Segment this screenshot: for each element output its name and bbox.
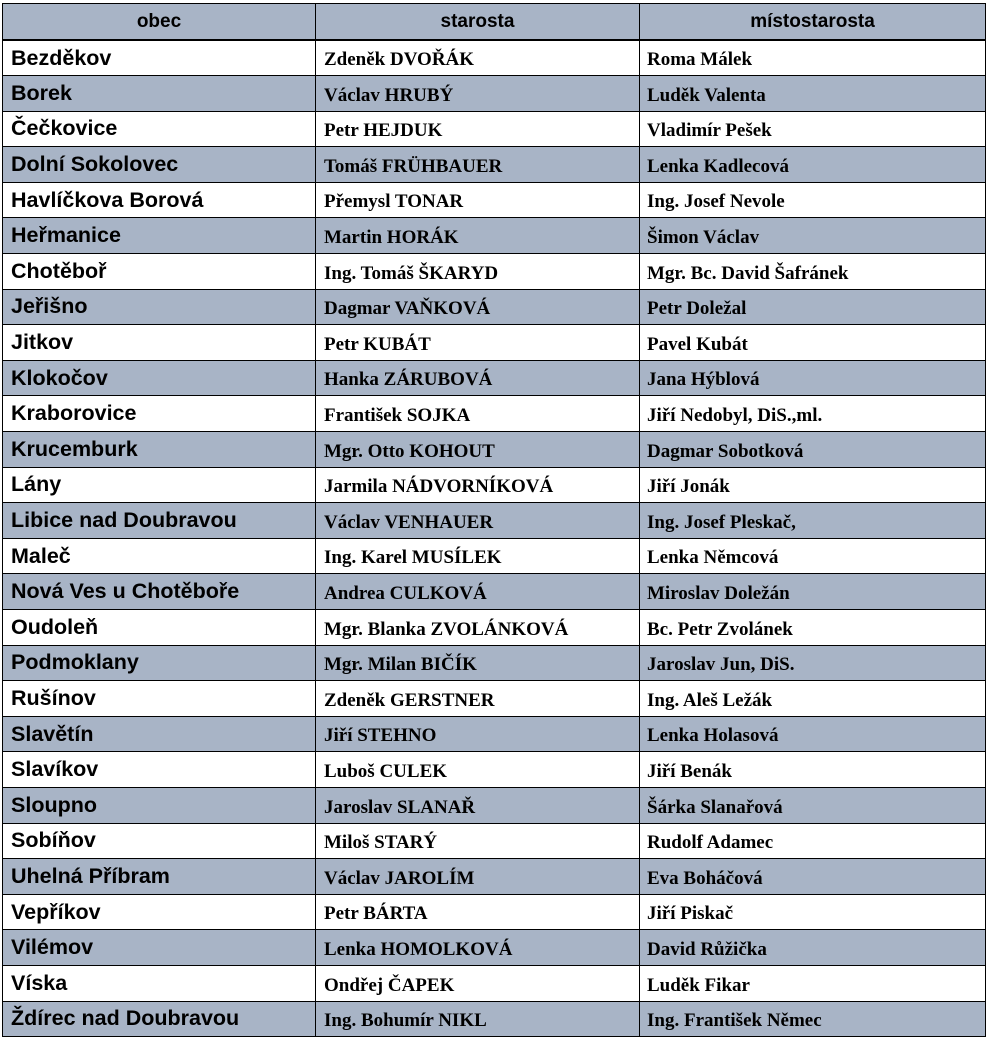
- cell-starosta: Mgr. Blanka ZVOLÁNKOVÁ: [316, 610, 640, 646]
- table-row: [3, 218, 986, 254]
- table-row: [3, 40, 986, 76]
- cell-obec: Lány: [3, 467, 316, 503]
- cell-starosta: Václav VENHAUER: [316, 503, 640, 539]
- cell-obec: Krucemburk: [3, 432, 316, 468]
- table-row: [3, 76, 986, 112]
- cell-starosta: Petr HEJDUK: [316, 111, 640, 147]
- cell-starosta: Ing. Karel MUSÍLEK: [316, 538, 640, 574]
- cell-obec: Kraborovice: [3, 396, 316, 432]
- cell-obec: Jitkov: [3, 325, 316, 361]
- cell-mistostarosta: Petr Doležal: [640, 289, 986, 325]
- cell-obec: Havlíčkova Borová: [3, 182, 316, 218]
- cell-obec: Klokočov: [3, 360, 316, 396]
- cell-mistostarosta: Jiří Jonák: [640, 467, 986, 503]
- table-row: [3, 930, 986, 966]
- cell-mistostarosta: Pavel Kubát: [640, 325, 986, 361]
- cell-starosta: Tomáš FRÜHBAUER: [316, 147, 640, 183]
- cell-starosta: Zdeněk DVOŘÁK: [316, 40, 640, 76]
- cell-obec: Nová Ves u Chotěboře: [3, 574, 316, 610]
- table-row: [3, 360, 986, 396]
- cell-obec: Ždírec nad Doubravou: [3, 1001, 316, 1037]
- cell-starosta: Jiří STEHNO: [316, 716, 640, 752]
- table-row: [3, 645, 986, 681]
- cell-mistostarosta: Ing. Aleš Ležák: [640, 681, 986, 717]
- cell-starosta: Petr BÁRTA: [316, 894, 640, 930]
- cell-starosta: Václav JAROLÍM: [316, 859, 640, 895]
- cell-starosta: Zdeněk GERSTNER: [316, 681, 640, 717]
- cell-starosta: Mgr. Milan BIČÍK: [316, 645, 640, 681]
- table-row: [3, 432, 986, 468]
- table-row: [3, 716, 986, 752]
- table-row: [3, 396, 986, 432]
- cell-obec: Podmoklany: [3, 645, 316, 681]
- column-header-obec: obec: [3, 4, 316, 41]
- cell-mistostarosta: Rudolf Adamec: [640, 823, 986, 859]
- cell-obec: Maleč: [3, 538, 316, 574]
- cell-starosta: Ondřej ČAPEK: [316, 965, 640, 1001]
- cell-mistostarosta: Jiří Nedobyl, DiS.,ml.: [640, 396, 986, 432]
- cell-starosta: Mgr. Otto KOHOUT: [316, 432, 640, 468]
- table-body: [3, 40, 986, 1037]
- table-row: [3, 182, 986, 218]
- officials-table: [2, 3, 986, 1037]
- cell-mistostarosta: Dagmar Sobotková: [640, 432, 986, 468]
- cell-mistostarosta: Ing. Josef Pleskač,: [640, 503, 986, 539]
- cell-starosta: Hanka ZÁRUBOVÁ: [316, 360, 640, 396]
- cell-starosta: František SOJKA: [316, 396, 640, 432]
- cell-obec: Borek: [3, 76, 316, 112]
- column-header-starosta: starosta: [316, 4, 640, 41]
- cell-starosta: Jarmila NÁDVORNÍKOVÁ: [316, 467, 640, 503]
- cell-mistostarosta: Lenka Kadlecová: [640, 147, 986, 183]
- cell-mistostarosta: Lenka Holasová: [640, 716, 986, 752]
- cell-starosta: Martin HORÁK: [316, 218, 640, 254]
- cell-mistostarosta: Luděk Valenta: [640, 76, 986, 112]
- cell-starosta: Václav HRUBÝ: [316, 76, 640, 112]
- cell-mistostarosta: Eva Boháčová: [640, 859, 986, 895]
- cell-mistostarosta: Jana Hýblová: [640, 360, 986, 396]
- cell-obec: Vepříkov: [3, 894, 316, 930]
- cell-mistostarosta: Roma Málek: [640, 40, 986, 76]
- cell-obec: Jeřišno: [3, 289, 316, 325]
- cell-obec: Slavíkov: [3, 752, 316, 788]
- cell-mistostarosta: Jiří Piskač: [640, 894, 986, 930]
- cell-obec: Dolní Sokolovec: [3, 147, 316, 183]
- cell-mistostarosta: Ing. Josef Nevole: [640, 182, 986, 218]
- cell-mistostarosta: Ing. František Němec: [640, 1001, 986, 1037]
- cell-starosta: Luboš CULEK: [316, 752, 640, 788]
- table-row: [3, 787, 986, 823]
- cell-obec: Oudoleň: [3, 610, 316, 646]
- cell-mistostarosta: Luděk Fikar: [640, 965, 986, 1001]
- table-row: [3, 859, 986, 895]
- cell-mistostarosta: Jiří Benák: [640, 752, 986, 788]
- cell-obec: Sloupno: [3, 787, 316, 823]
- cell-starosta: Andrea CULKOVÁ: [316, 574, 640, 610]
- cell-obec: Chotěboř: [3, 254, 316, 290]
- table-row: [3, 1001, 986, 1037]
- table-row: [3, 325, 986, 361]
- cell-starosta: Přemysl TONAR: [316, 182, 640, 218]
- table-row: [3, 503, 986, 539]
- table-row: [3, 574, 986, 610]
- cell-mistostarosta: Jaroslav Jun, DiS.: [640, 645, 986, 681]
- cell-mistostarosta: David Růžička: [640, 930, 986, 966]
- cell-starosta: Lenka HOMOLKOVÁ: [316, 930, 640, 966]
- cell-obec: Uhelná Příbram: [3, 859, 316, 895]
- cell-obec: Slavětín: [3, 716, 316, 752]
- table-header: [3, 4, 986, 41]
- cell-starosta: Dagmar VAŇKOVÁ: [316, 289, 640, 325]
- table-row: [3, 610, 986, 646]
- table-row: [3, 289, 986, 325]
- cell-mistostarosta: Šárka Slanařová: [640, 787, 986, 823]
- cell-mistostarosta: Lenka Němcová: [640, 538, 986, 574]
- cell-obec: Vilémov: [3, 930, 316, 966]
- cell-obec: Heřmanice: [3, 218, 316, 254]
- table-row: [3, 147, 986, 183]
- table-row: [3, 894, 986, 930]
- table-row: [3, 111, 986, 147]
- table-row: [3, 467, 986, 503]
- cell-obec: Sobíňov: [3, 823, 316, 859]
- table-row: [3, 965, 986, 1001]
- cell-obec: Libice nad Doubravou: [3, 503, 316, 539]
- table-row: [3, 823, 986, 859]
- table-row: [3, 752, 986, 788]
- cell-obec: Čečkovice: [3, 111, 316, 147]
- table-row: [3, 254, 986, 290]
- cell-mistostarosta: Šimon Václav: [640, 218, 986, 254]
- cell-obec: Rušínov: [3, 681, 316, 717]
- cell-starosta: Jaroslav SLANAŘ: [316, 787, 640, 823]
- cell-obec: Víska: [3, 965, 316, 1001]
- cell-starosta: Miloš STARÝ: [316, 823, 640, 859]
- cell-starosta: Ing. Tomáš ŠKARYD: [316, 254, 640, 290]
- cell-mistostarosta: Bc. Petr Zvolánek: [640, 610, 986, 646]
- cell-mistostarosta: Miroslav Doležán: [640, 574, 986, 610]
- table-row: [3, 538, 986, 574]
- cell-starosta: Ing. Bohumír NIKL: [316, 1001, 640, 1037]
- header-row: [3, 4, 986, 41]
- cell-mistostarosta: Mgr. Bc. David Šafránek: [640, 254, 986, 290]
- cell-obec: Bezděkov: [3, 40, 316, 76]
- column-header-mistostarosta: místostarosta: [640, 4, 986, 41]
- table-row: [3, 681, 986, 717]
- cell-starosta: Petr KUBÁT: [316, 325, 640, 361]
- cell-mistostarosta: Vladimír Pešek: [640, 111, 986, 147]
